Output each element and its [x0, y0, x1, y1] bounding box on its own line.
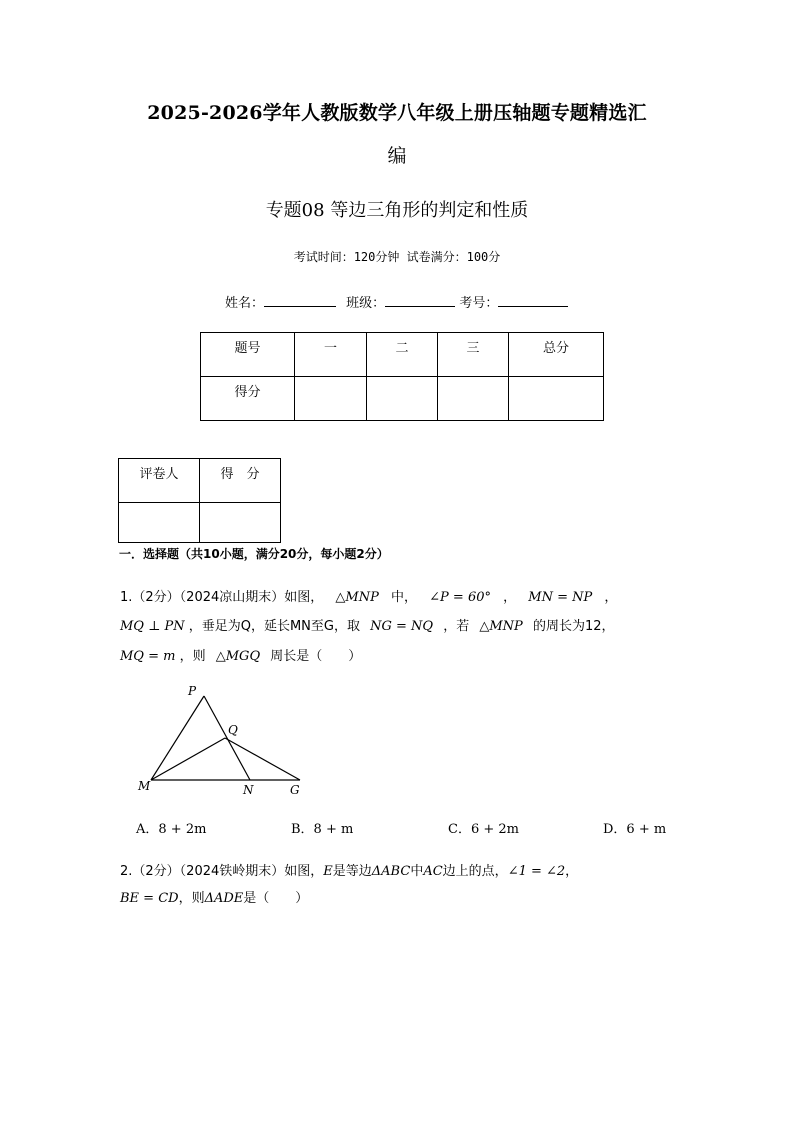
q1-math: MQ = m [120, 649, 176, 664]
q1-text: 周长是（ ） [270, 649, 362, 664]
grader-label: 评卷人 [119, 459, 200, 503]
q2-line1 [120, 860, 578, 879]
label-p: P [188, 684, 197, 698]
score-row-label: 得分 [201, 377, 295, 421]
q1-math: △MNP [335, 590, 379, 605]
q2-text: 是等边 [332, 864, 372, 879]
segment-mq [151, 738, 225, 780]
q2-text: 2.（2分）（2024铁岭期末）如图， [120, 864, 324, 879]
score-header-cell: 三 [438, 333, 509, 377]
exam-info: 考试时间：120分钟 试卷满分：100分 [293, 250, 501, 264]
document-title-line1: 2025-2026学年人教版数学八年级上册压轴题专题精选汇 [147, 102, 647, 124]
q2-text: 是（ ） [243, 891, 309, 906]
topic-subtitle: 专题08 等边三角形的判定和性质 [265, 200, 529, 221]
score-cell[interactable] [438, 377, 509, 421]
q2-math: BE = CD [120, 891, 179, 906]
student-info-fields [225, 292, 568, 311]
score-header-cell: 二 [367, 333, 438, 377]
grader-cell[interactable] [119, 503, 200, 543]
option-c[interactable]: C．6 + 2m [448, 822, 519, 837]
q2-math: ΔADE [204, 891, 244, 906]
q1-text: ，垂足为Q，延长MN至G，取 [188, 619, 360, 634]
q1-triangle-figure [130, 680, 320, 805]
segment-pn [204, 696, 250, 780]
q2-text: 中 [410, 864, 424, 879]
score-header-cell: 题号 [201, 333, 295, 377]
q1-math: NG = NQ [370, 619, 434, 634]
label-n: N [243, 783, 254, 797]
score-cell[interactable] [509, 377, 604, 421]
q2-math: ΔABC [371, 864, 411, 879]
q1-line1 [120, 586, 617, 605]
q2-text: ， [565, 864, 579, 879]
q2-text: 边上的点， [442, 864, 508, 879]
score-cell[interactable] [295, 377, 367, 421]
class-label: 班级： [346, 296, 386, 311]
label-g: G [290, 783, 300, 797]
option-d[interactable]: D．6 + m [603, 822, 667, 837]
q1-text: 中， [390, 590, 417, 605]
label-q: Q [228, 723, 238, 737]
q1-text: ，若 [443, 619, 470, 634]
q1-text: 1.（2分）（2024凉山期末）如图， [120, 590, 324, 605]
segment-qg [225, 738, 300, 780]
grader-score-label: 得 分 [200, 459, 281, 503]
score-header-cell: 总分 [509, 333, 604, 377]
section-heading: 一．选择题（共10小题，满分20分，每小题2分） [119, 547, 389, 561]
q1-math: MN = NP [528, 590, 593, 605]
q2-math: E [323, 864, 333, 879]
q1-math: △MNP [479, 619, 523, 634]
q2-text: ，则 [178, 891, 205, 906]
number-label: 考号： [459, 296, 499, 311]
grader-table [118, 458, 281, 543]
segment-mp [151, 696, 204, 780]
q1-line3 [120, 645, 361, 664]
q2-line2 [120, 887, 308, 906]
name-label: 姓名： [225, 296, 265, 311]
number-blank[interactable] [498, 294, 568, 307]
score-cell[interactable] [367, 377, 438, 421]
q1-text: ， [604, 590, 618, 605]
label-m: M [138, 779, 151, 793]
q1-text: ， [503, 590, 517, 605]
q1-math: MQ ⊥ PN [120, 619, 185, 634]
q2-math: AC [423, 864, 443, 879]
name-blank[interactable] [264, 294, 336, 307]
score-header-cell: 一 [295, 333, 367, 377]
q1-math: ∠P = 60° [429, 590, 491, 605]
q1-line2 [120, 615, 615, 634]
q1-text: 的周长为12， [532, 619, 615, 634]
option-a[interactable]: A．8 + 2m [136, 822, 207, 837]
q1-text: ，则 [179, 649, 206, 664]
q1-math: △MGQ [215, 649, 261, 664]
class-blank[interactable] [385, 294, 455, 307]
score-table [200, 332, 604, 421]
option-b[interactable]: B．8 + m [291, 822, 354, 837]
document-title-line2: 编 [387, 145, 407, 167]
q2-math: ∠1 = ∠2 [507, 864, 566, 879]
grader-score-cell[interactable] [200, 503, 281, 543]
